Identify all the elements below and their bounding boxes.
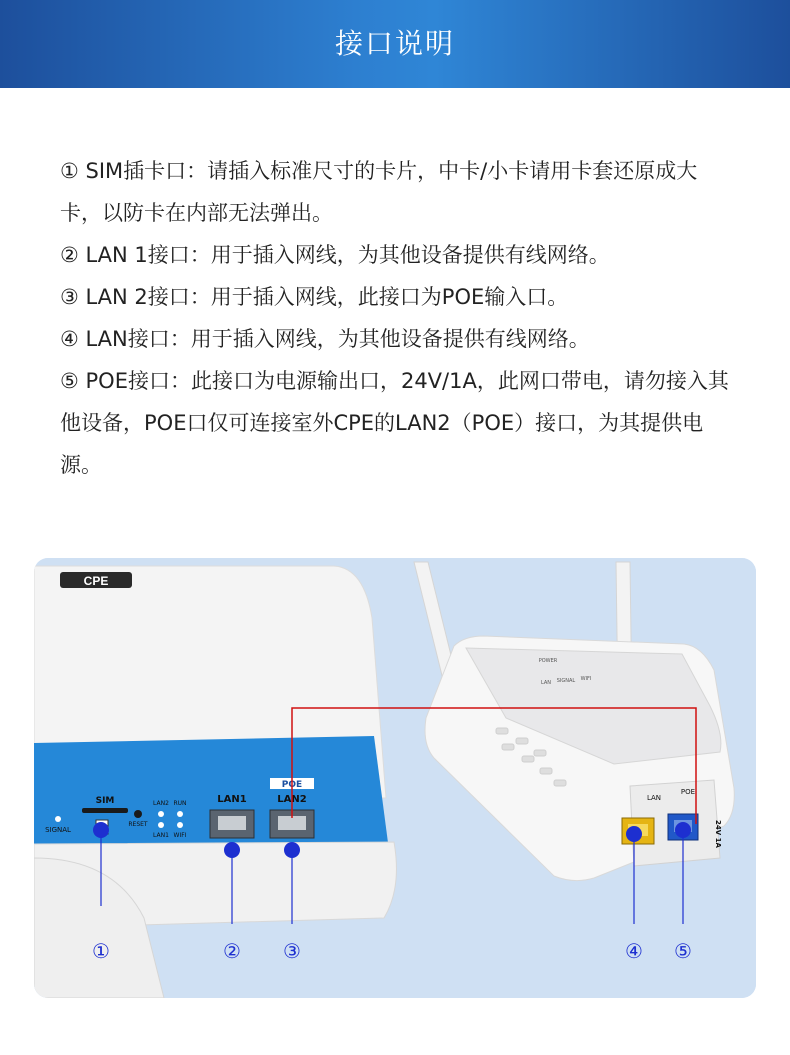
power-label: POWER [538,658,558,664]
lan2-led-label: LAN2 [153,800,169,807]
description-item-lan2: ③ LAN 2接口：用于插入网线，此接口为POE输入口。 [60,285,569,309]
router-lan-label: LAN [646,794,662,802]
lan2-led [158,811,164,817]
description-item-lan: ④ LAN接口：用于插入网线，为其他设备提供有线网络。 [60,327,590,351]
sim-slot [82,808,128,813]
lan2-port-label: LAN2 [277,794,307,805]
sim-label: SIM [95,796,115,806]
description-item-sim: ① SIM插卡口：请插入标准尺寸的卡片，中卡/小卡请用卡套还原成大卡，以防卡在内部无法弹出。 [60,159,698,225]
callout-dot-4 [626,826,642,842]
lan2-port-pins [278,816,306,830]
callout-1: ① [92,939,110,963]
product-photo [34,558,756,998]
lan1-port-pins [218,816,246,830]
poe-tag-label: POE [281,780,303,790]
signal-led [55,816,61,822]
run-led [177,811,183,817]
lan1-led [158,822,164,828]
callout-dot-5 [675,822,691,838]
callout-5: ⑤ [674,939,692,963]
router-poe-label: POE [680,788,696,796]
callout-2: ② [223,939,241,963]
run-led-label: RUN [173,800,187,807]
device-illustration [34,558,756,998]
cpe-blue-panel [34,736,390,858]
callout-3: ③ [283,939,301,963]
signal-led-label: SIGNAL [556,678,576,684]
lan1-port-label: LAN1 [217,794,247,805]
wifi-led-label: WIFI [173,832,187,839]
header-banner [0,0,790,88]
description-item-lan1: ② LAN 1接口：用于插入网线，为其他设备提供有线网络。 [60,243,610,267]
signal-label: SIGNAL [45,826,71,834]
reset-button [134,810,142,818]
wifi-led [177,822,183,828]
lan1-led-label: LAN1 [153,832,169,839]
wifi-led-label: WIFI [580,676,592,682]
callout-dot-3 [284,842,300,858]
cpe-logo: CPE [83,574,109,588]
callout-dot-2 [224,842,240,858]
lan-led-label: LAN [540,680,552,686]
callout-4: ④ [625,939,643,963]
router-rating: 24V 1A [714,820,722,848]
description-item-poe: ⑤ POE接口：此接口为电源输出口，24V/1A，此网口带电，请勿接入其他设备，POE口仅可连接室外CPE的LAN2（POE）接口，为其提供电源。 [60,369,729,477]
page-title: 接口说明 [334,27,455,60]
callout-dot-1 [93,822,109,838]
reset-label: RESET [128,821,148,828]
interface-description [60,150,730,486]
